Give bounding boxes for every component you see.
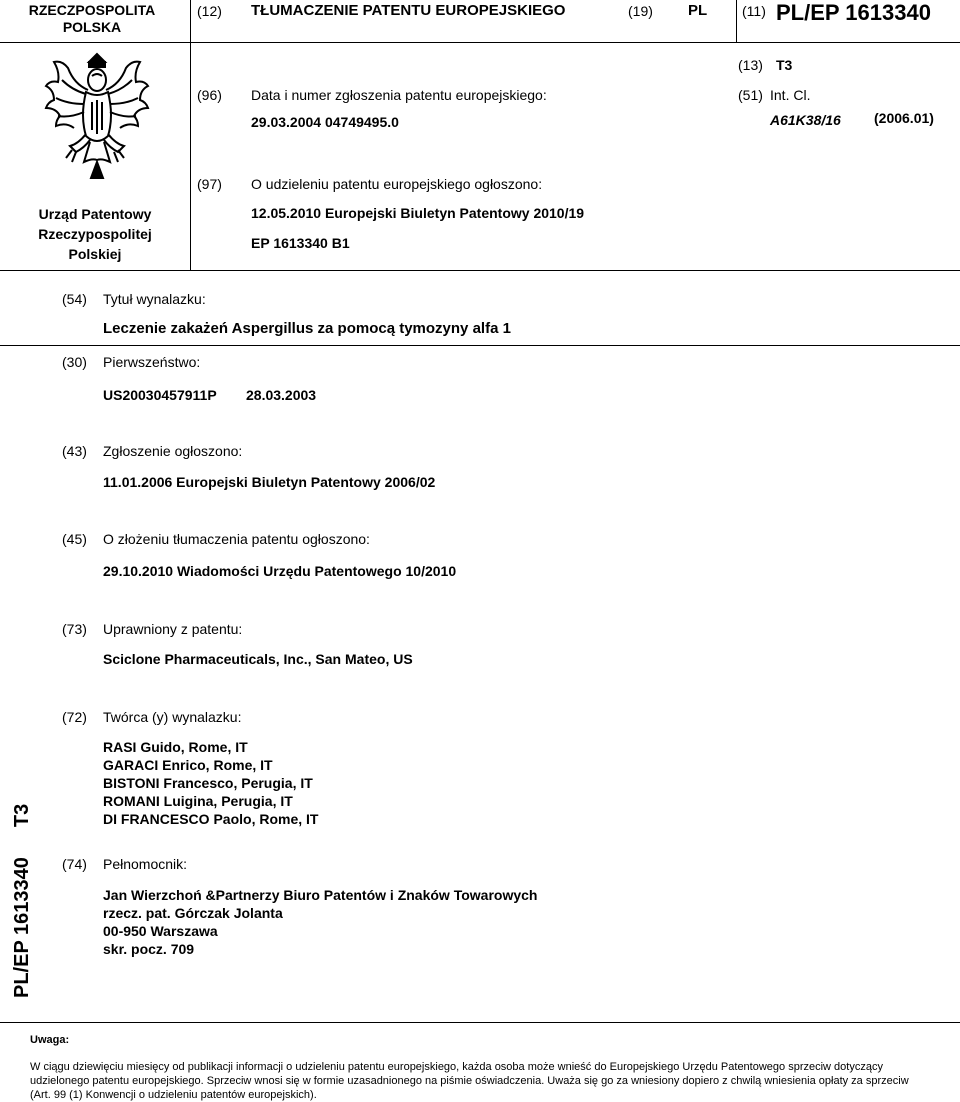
inid-96: (96) (197, 87, 222, 103)
document-title: TŁUMACZENIE PATENTU EUROPEJSKIEGO (251, 2, 566, 19)
footer-rule (0, 1022, 960, 1023)
header-divider-left (190, 0, 191, 270)
kind-code: T3 (776, 57, 793, 73)
list-item: BISTONI Francesco, Perugia, IT (103, 775, 313, 791)
translation-value: 29.10.2010 Wiadomości Urzędu Patentowego 10/2010 (103, 563, 457, 579)
inid-13: (13) (738, 57, 763, 73)
header-divider-right (736, 0, 737, 42)
inid-43: (43) (62, 443, 87, 459)
patent-number: PL/EP 1613340 (776, 0, 931, 25)
footer-label: Uwaga: (30, 1034, 70, 1046)
inid-30: (30) (62, 354, 87, 370)
list-item: RASI Guido, Rome, IT (103, 739, 248, 755)
eagle-emblem-icon (42, 50, 152, 185)
intcl-label: Int. Cl. (770, 87, 811, 103)
intcl-year: (2006.01) (874, 110, 934, 126)
publication-label: Zgłoszenie ogłoszono: (103, 443, 243, 459)
list-item: rzecz. pat. Górczak Jolanta (103, 905, 283, 921)
agent-details (103, 886, 537, 958)
country-name: RZECZPOSPOLITA POLSKA (28, 2, 156, 35)
publication-value: 11.01.2006 Europejski Biuletyn Patentowy 2006/02 (103, 474, 436, 490)
inventors-label: Twórca (y) wynalazku: (103, 709, 242, 725)
inid-45: (45) (62, 531, 87, 547)
priority-label: Pierwszeństwo: (103, 354, 201, 370)
priority-date: 28.03.2003 (246, 387, 317, 403)
inid-51: (51) (738, 87, 763, 103)
list-item: Jan Wierzchoń &Partnerzy Biuro Patentów i Znaków Towarowych (103, 887, 538, 903)
inid-54: (54) (62, 291, 87, 307)
grant-value: 12.05.2010 Europejski Biuletyn Patentowy 2010/19 (251, 205, 585, 221)
translation-label: O złożeniu tłumaczenia patentu ogłoszono: (103, 531, 370, 547)
header-rule-top (0, 42, 960, 43)
list-item: GARACI Enrico, Rome, IT (103, 757, 273, 773)
header-rule-bottom (0, 270, 960, 271)
inid-72: (72) (62, 709, 87, 725)
agent-label: Pełnomocnik: (103, 856, 188, 872)
inid-19: (19) (628, 3, 653, 19)
application-value: 29.03.2004 04749495.0 (251, 114, 399, 130)
title-label: Tytuł wynalazku: (103, 291, 206, 307)
intcl-value: A61K38/16 (770, 112, 841, 128)
sidebar-patent-number: PL/EP 1613340 T3 (10, 803, 33, 998)
inid-12: (12) (197, 3, 222, 19)
invention-title: Leczenie zakażeń Aspergillus za pomocą tymozyny alfa 1 (103, 320, 511, 337)
application-label: Data i numer zgłoszenia patentu europejskiego: (251, 87, 547, 103)
ep-publication: EP 1613340 B1 (251, 235, 350, 251)
list-item: 00-950 Warszawa (103, 923, 218, 939)
title-rule (0, 345, 960, 346)
priority-number: US20030457911P (103, 387, 217, 403)
country-code: PL (688, 2, 708, 19)
inid-97: (97) (197, 176, 222, 192)
proprietor-label: Uprawniony z patentu: (103, 621, 243, 637)
grant-label: O udzieleniu patentu europejskiego ogłoszono: (251, 176, 543, 192)
list-item: DI FRANCESCO Paolo, Rome, IT (103, 811, 319, 827)
inventors-list (103, 738, 318, 828)
list-item: skr. pocz. 709 (103, 941, 195, 957)
list-item: ROMANI Luigina, Perugia, IT (103, 793, 293, 809)
patent-office-name: Urząd Patentowy Rzeczypospolitej Polskiej (38, 206, 152, 262)
proprietor-value: Sciclone Pharmaceuticals, Inc., San Mateo, US (103, 651, 413, 667)
inid-73: (73) (62, 621, 87, 637)
inid-74: (74) (62, 856, 87, 872)
inid-11: (11) (742, 3, 766, 19)
footer-note: W ciągu dziewięciu miesięcy od publikacji informacji o udzieleniu patentu europejskiego, każda osoba może wnieść do Europejskiego Urzędu Patentowego sprzeciw dotyczący udzielonego patentu europejskiego. Sprzeciw wnosi się w formie uzasadnionego na piśmie oświadczenia. Uważa się go za wniesiony dopiero z chwilą wniesienia opłaty za sprzeciw (Art. 99 (1) Konwencji o udzieleniu patentów europejskich). (30, 1061, 909, 1101)
